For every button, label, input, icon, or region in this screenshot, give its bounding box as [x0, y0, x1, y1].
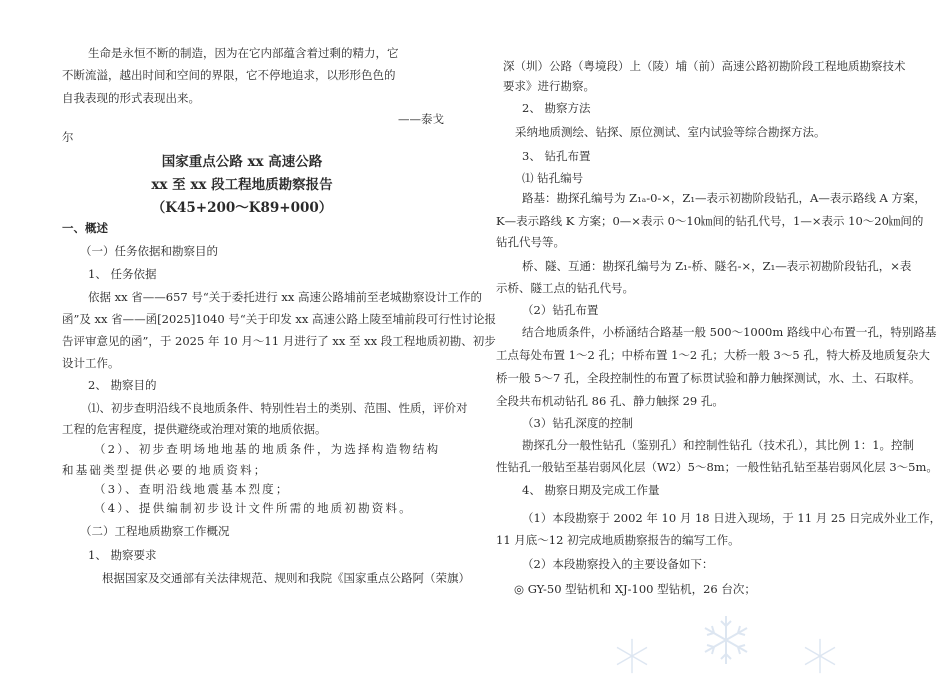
quote-line-3: 自我表现的形式表现出来。 [62, 91, 200, 105]
report-title-line-3: （K45+200～K89+000） [151, 200, 333, 216]
basis-line-3: 告评审意见的函”，于 2025 年 10 月～11 月进行了 xx 至 xx 段工程地质初勘、初步 [62, 334, 496, 348]
item-method: 2、 勘察方法 [522, 101, 591, 115]
roadbed-line-1: 路基：勘探孔编号为 Z₁ₐ-0-×，Z₁—表示初勘阶段钻孔，A—表示路线 A 方案， [522, 191, 926, 205]
layout-line-1: 结合地质条件，小桥涵结合路基一般 500～1000m 路线中心布置一孔，特别路基 [522, 325, 937, 339]
basis-line-4: 设计工作。 [62, 356, 120, 370]
method-text: 采纳地质测绘、钻探、原位测试、室内试验等综合勘探方法。 [515, 125, 826, 139]
quote-line-2: 不断流溢，越出时间和空间的界限，它不停地追求，以形形色色的 [62, 68, 396, 82]
item-schedule: 4、 勘察日期及完成工作量 [522, 483, 660, 497]
item-borehole-layout: 3、 钻孔布置 [522, 149, 591, 163]
requirements-line: 根据国家及交通部有关法律规范、规则和我院《国家重点公路阿（荣旗） [102, 571, 470, 585]
bridge-line-2: 示桥、隧工点的钻孔代号。 [496, 281, 634, 295]
sub-borehole-numbering: ⑴ 钻孔编号 [522, 171, 584, 185]
purpose-line-1: ⑴、初步查明沿线不良地质条件、特别性岩土的类别、范围、性质，评价对 [88, 401, 468, 415]
quote-attribution: ——泰戈 [398, 112, 444, 126]
snowflake-watermark-icon [698, 612, 754, 668]
layout-line-4: 全段共布机动钻孔 86 孔、静力触探 29 孔。 [496, 394, 724, 408]
bridge-line-1: 桥、隧、互通：勘探孔编号为 Z₁-桥、隧名-×，Z₁—表示初勘阶段钻孔，×表 [522, 259, 912, 273]
req-cont-line-1: 深（圳）公路（粤境段）上（陵）埔（前）高速公路初勘阶段工程地质勘察技术 [503, 59, 906, 73]
equipment-item-1: ◎ GY-50 型钻机和 XJ-100 型钻机，26 台次； [514, 582, 756, 596]
quote-attribution-cont: 尔 [62, 130, 74, 144]
snowflake-watermark-small-icon [612, 636, 652, 676]
purpose-line-6: （4）、提供编制初步设计文件所需的地质初勘资料。 [94, 501, 413, 515]
basis-line-2: 函”及 xx 省——函[2025]1040 号“关于印发 xx 高速公路上陵至埔前段可行性讨论报 [62, 312, 496, 326]
snowflake-watermark-right-icon [800, 636, 840, 676]
report-title-line-2: xx 至 xx 段工程地质勘察报告 [151, 177, 333, 193]
basis-line-1: 依据 xx 省——657 号“关于委托进行 xx 高速公路埔前至老城勘察设计工作的 [88, 290, 483, 304]
item-requirements: 1、 勘察要求 [88, 548, 157, 562]
schedule-line-2: 11 月底～12 初完成地质勘察报告的编写工作。 [496, 533, 740, 547]
layout-line-3: 桥一般 5～7 孔，全段控制性的布置了标贯试验和静力触探测试，水、土、石取样。 [496, 371, 921, 385]
layout-line-2: 工点每处布置 1～2 孔；中桥布置 1～2 孔；大桥一般 3～5 孔，特大桥及地质复杂大 [496, 348, 930, 362]
purpose-line-3: （2）、初步查明场地地基的地质条件，为选择构造物结构 [94, 442, 441, 456]
subsection-1-heading: （一）任务依据和勘察目的 [80, 244, 218, 258]
req-cont-line-2: 要求》进行勘察。 [503, 79, 595, 93]
depth-line-2: 性钻孔一般钻至基岩弱风化层（W2）5～8m；一般性钻孔钻至基岩弱风化层 3～5m。 [496, 460, 938, 474]
equipment-intro: （2）本段勘察投入的主要设备如下： [522, 557, 714, 571]
section-1-heading: 一、概述 [62, 221, 108, 235]
roadbed-line-3: 钻孔代号等。 [496, 235, 565, 249]
sub-borehole-layout: （2）钻孔布置 [522, 303, 599, 317]
purpose-line-5: （3）、查明沿线地震基本烈度； [94, 482, 290, 496]
item-purpose: 2、 勘察目的 [88, 378, 157, 392]
depth-line-1: 勘探孔分一般性钻孔（鉴别孔）和控制性钻孔（技术孔），其比例 1：1。控制 [522, 438, 915, 452]
sub-depth-control: （3）钻孔深度的控制 [522, 416, 633, 430]
roadbed-line-2: K—表示路线 K 方案；0—×表示 0～10㎞间的钻孔代号，1—×表示 10～20㎞间的 [496, 214, 924, 228]
schedule-line-1: （1）本段勘察于 2002 年 10 月 18 日进入现场，于 11 月 25 日完成外业工作， [522, 511, 942, 525]
purpose-line-4: 和基础类型提供必要的地质资料； [62, 463, 268, 477]
quote-line-1: 生命是永恒不断的制造，因为在它内部蕴含着过剩的精力，它 [88, 46, 399, 60]
item-task-basis: 1、 任务依据 [88, 267, 157, 281]
subsection-2-heading: （二）工程地质勘察工作概况 [80, 524, 230, 538]
purpose-line-2: 工程的危害程度，提供避绕或治理对策的地质依据。 [62, 422, 327, 436]
report-title-line-1: 国家重点公路 xx 高速公路 [161, 154, 323, 170]
